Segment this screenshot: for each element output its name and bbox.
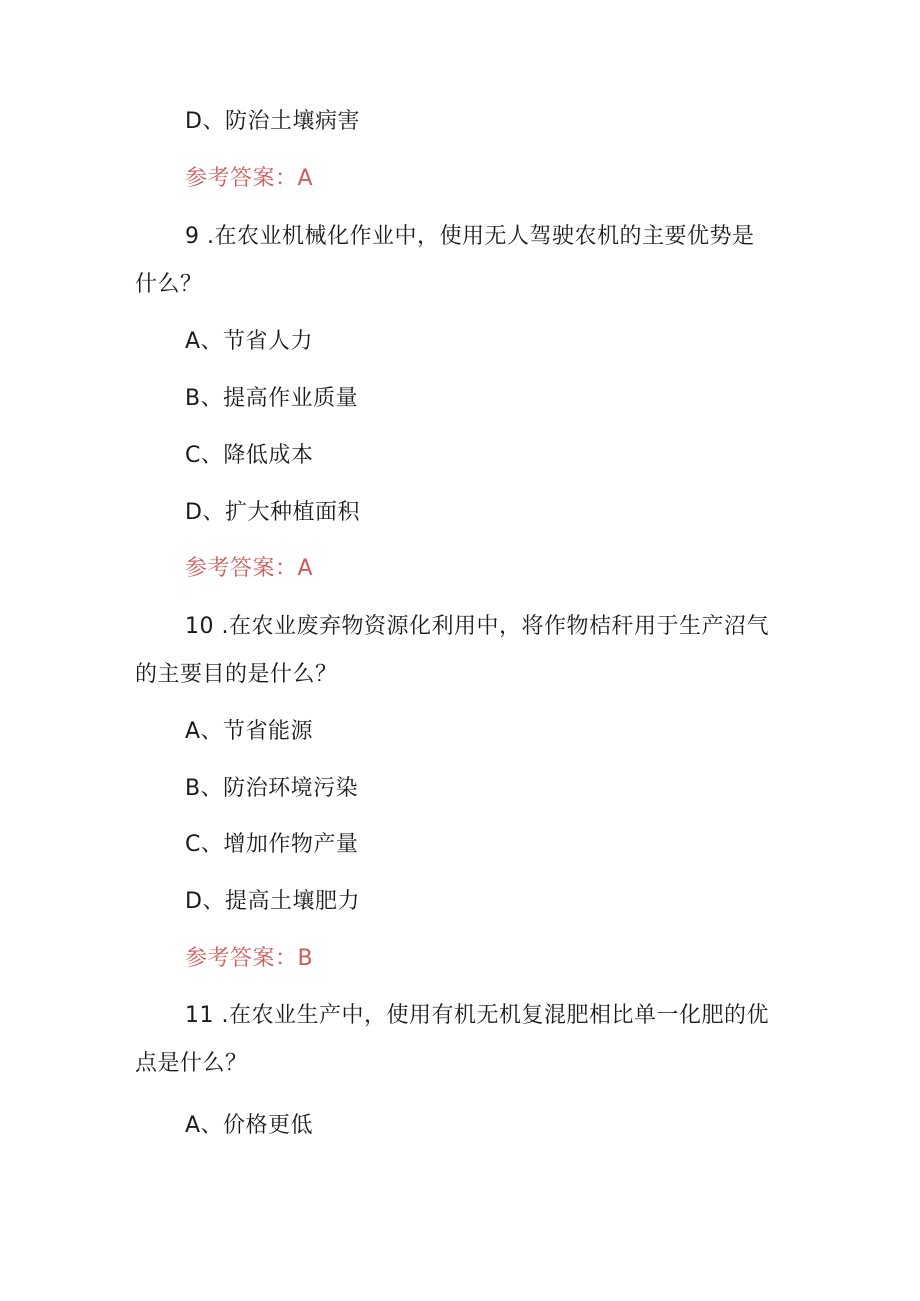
q9-question-line1: 9 .在农业机械化作业中，使用无人驾驶农机的主要优势是 — [185, 224, 755, 249]
q10-option-d: D、提高土壤肥力 — [185, 889, 360, 914]
q10-option-b: B、防治环境污染 — [185, 776, 359, 801]
q9-answer: 参考答案：A — [185, 556, 314, 581]
q9-option-b: B、提高作业质量 — [185, 386, 359, 411]
q8-option-d: D、防治土壤病害 — [185, 109, 360, 134]
q10-option-c: C、增加作物产量 — [185, 832, 359, 857]
q11-option-a: A、价格更低 — [185, 1113, 314, 1138]
q10-option-a: A、节省能源 — [185, 719, 314, 744]
q11-question-line1: 11 .在农业生产中，使用有机无机复混肥相比单一化肥的优 — [185, 1003, 769, 1028]
q9-option-d: D、扩大种植面积 — [185, 500, 360, 525]
q9-option-c: C、降低成本 — [185, 443, 314, 468]
q10-question-line1: 10 .在农业废弃物资源化利用中，将作物桔秆用于生产沼气 — [185, 614, 769, 639]
q10-answer: 参考答案：B — [185, 946, 314, 971]
q9-question-line2: 什么？ — [135, 272, 203, 297]
q8-answer: 参考答案：A — [185, 166, 314, 191]
q10-question-line2: 的主要目的是什么？ — [135, 662, 338, 687]
q11-question-line2: 点是什么？ — [135, 1051, 248, 1076]
q9-option-a: A、节省人力 — [185, 329, 314, 354]
